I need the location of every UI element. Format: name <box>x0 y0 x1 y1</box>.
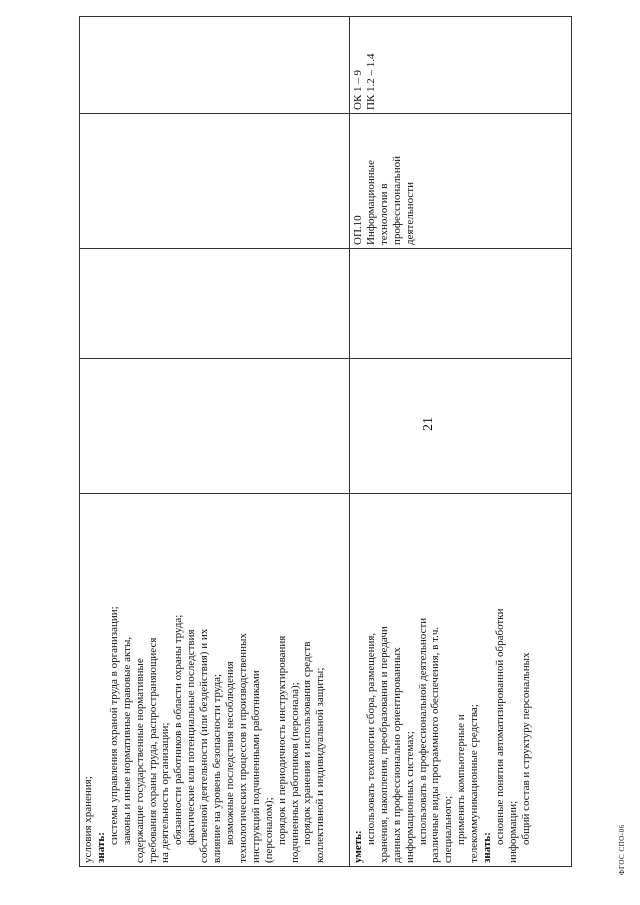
cell-lines <box>82 497 327 863</box>
text-line: телекоммуникационные средства; <box>468 704 481 863</box>
text-line: возможные последствия несоблюдения <box>223 661 236 845</box>
cell-lines <box>352 497 533 863</box>
discipline-line: ОП.10 <box>352 215 364 245</box>
cell-empty <box>80 114 350 249</box>
text-line: общий состав и структуру персональных <box>519 652 532 845</box>
text-line: условия хранения; <box>82 776 94 863</box>
text-line: информации; <box>506 800 519 863</box>
table-row <box>350 17 572 867</box>
cell-lines <box>352 117 417 245</box>
cell-competencies <box>350 17 572 114</box>
text-line: фактические или потенциальные последствия <box>185 629 198 845</box>
text-line: (персоналом); <box>262 797 275 863</box>
text-line: содержащие государственные нормативные <box>133 658 146 863</box>
text-line: хранения, накопления, преобразования и передачи <box>377 626 390 863</box>
discipline-line: деятельности <box>403 182 416 245</box>
cell-skills-knowledge-top <box>80 494 350 867</box>
cell-empty <box>350 359 572 494</box>
text-line: уметь: <box>352 830 364 863</box>
text-line: порядок и периодичность инструктирования <box>275 635 288 845</box>
cell-lines <box>352 20 378 110</box>
text-line: знать: <box>481 832 494 863</box>
text-line: законы и иные нормативные правовые акты, <box>120 636 133 845</box>
text-line: использовать технологии сбора, размещения, <box>364 632 377 845</box>
text-line: влияние на уровень безопасности труда; <box>211 673 224 863</box>
text-line: основные понятия автоматизированной обработки <box>493 608 506 845</box>
text-line: использовать в профессиональной деятельности <box>416 617 429 845</box>
cell-empty <box>350 249 572 359</box>
discipline-line: профессиональной <box>390 156 403 245</box>
text-line: технологических процессов и производственных <box>236 633 249 863</box>
text-line: собственной деятельности (или бездействия) и их <box>198 628 211 863</box>
competency-table <box>79 16 572 867</box>
text-line: информационных системах; <box>403 731 416 863</box>
table-row <box>80 17 350 867</box>
cell-empty <box>80 249 350 359</box>
text-line: подчиненных работников (персонала); <box>288 682 301 863</box>
cell-empty <box>80 17 350 114</box>
cell-skills-knowledge-bottom <box>350 494 572 867</box>
text-line: обязанности работников в области охраны труда; <box>172 614 185 845</box>
competency-line: ПК 1.2 – 1.4 <box>364 53 377 110</box>
competency-line: ОК 1 – 9 <box>352 69 364 110</box>
footer-code: ФГОС СПО-06 <box>618 824 626 875</box>
cell-discipline <box>350 114 572 249</box>
discipline-line: Информационные <box>364 160 377 245</box>
text-line: на деятельность организации; <box>159 722 172 863</box>
text-line: коллективной и индивидуальной защиты; <box>314 667 327 863</box>
text-line: данных в профессионально ориентированных <box>390 647 403 863</box>
text-line: специального; <box>442 795 455 863</box>
text-line: порядок хранения и использования средств <box>301 641 314 845</box>
text-line: различные виды программного обеспечения, в т.ч. <box>429 626 442 863</box>
discipline-line: технологии в <box>377 183 390 245</box>
text-line: применять компьютерные и <box>455 714 468 845</box>
cell-empty <box>80 359 350 494</box>
text-line: знать: <box>94 832 107 863</box>
text-line: требования охраны труда, распространяющиеся <box>146 637 159 863</box>
page-number: 21 <box>421 417 436 431</box>
text-line: инструкций подчиненными работниками <box>249 670 262 863</box>
text-line: системы управления охраной труда в организации; <box>107 606 120 845</box>
